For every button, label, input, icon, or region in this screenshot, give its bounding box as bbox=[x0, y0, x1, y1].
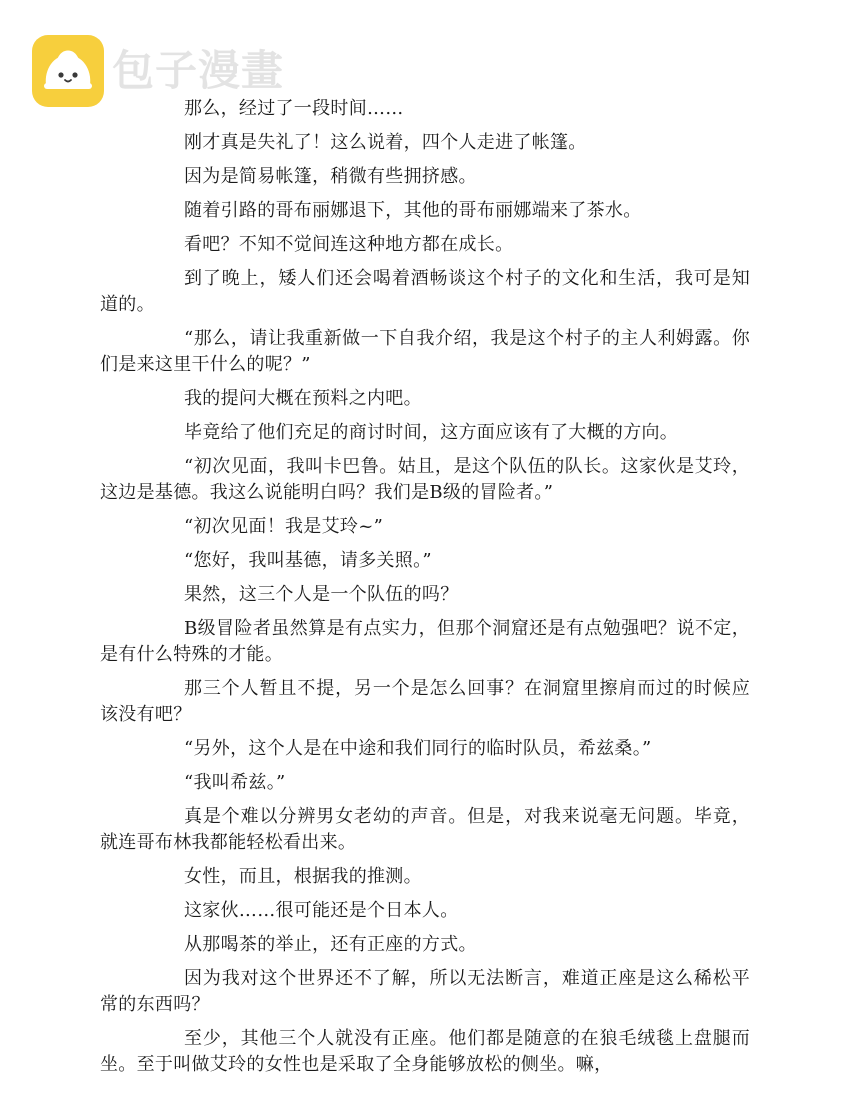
document-body bbox=[100, 96, 750, 1086]
paragraph: 至少，其他三个人就没有正座。他们都是随意的在狼毛绒毯上盘腿而坐。至于叫做艾玲的女性也是采取了全身能够放松的侧坐。嘛， bbox=[100, 1028, 750, 1075]
paragraph: 因为是简易帐篷，稍微有些拥挤感。 bbox=[184, 166, 477, 187]
paragraph: 到了晚上，矮人们还会喝着酒畅谈这个村子的文化和生活，我可是知道的。 bbox=[100, 268, 750, 315]
paragraph: “初次见面！我是艾玲~” bbox=[184, 516, 384, 537]
paragraph: “另外，这个人是在中途和我们同行的临时队员，希兹桑。” bbox=[184, 738, 652, 759]
paragraph: 女性，而且，根据我的推测。 bbox=[184, 866, 422, 887]
paragraph: 真是个难以分辨男女老幼的声音。但是，对我来说毫无问题。毕竟，就连哥布林我都能轻松看出来。 bbox=[100, 806, 750, 853]
paragraph: “那么，请让我重新做一下自我介绍，我是这个村子的主人利姆露。你们是来这里干什么的呢？” bbox=[100, 328, 750, 375]
paragraph: 随着引路的哥布丽娜退下，其他的哥布丽娜端来了茶水。 bbox=[184, 200, 642, 221]
paragraph: “您好，我叫基德，请多关照。” bbox=[184, 550, 432, 571]
paragraph: 毕竟给了他们充足的商讨时间，这方面应该有了大概的方向。 bbox=[184, 422, 679, 443]
paragraph: 从那喝茶的举止，还有正座的方式。 bbox=[184, 934, 477, 955]
bun-face-icon bbox=[32, 35, 104, 107]
paragraph: 看吧？不知不觉间连这种地方都在成长。 bbox=[184, 234, 514, 255]
paragraph: 那三个人暂且不提，另一个是怎么回事？在洞窟里擦肩而过的时候应该没有吧？ bbox=[100, 678, 750, 725]
paragraph: 刚才真是失礼了！这么说着，四个人走进了帐篷。 bbox=[184, 132, 587, 153]
paragraph: “初次见面，我叫卡巴鲁。姑且，是这个队伍的队长。这家伙是艾玲，这边是基德。我这么说能明白吗？我们是B级的冒险者。” bbox=[100, 456, 750, 503]
paragraph: 那么，经过了一段时间…… bbox=[184, 98, 404, 119]
paragraph: B级冒险者虽然算是有点实力，但那个洞窟还是有点勉强吧？说不定，是有什么特殊的才能。 bbox=[100, 618, 750, 665]
paragraph: “我叫希兹。” bbox=[184, 772, 286, 793]
paragraph: 这家伙……很可能还是个日本人。 bbox=[184, 900, 459, 921]
watermark-text: 包子漫畫 bbox=[112, 46, 285, 95]
paragraph: 我的提问大概在预料之内吧。 bbox=[184, 388, 422, 409]
paragraph: 果然，这三个人是一个队伍的吗？ bbox=[184, 584, 459, 605]
paragraph: 因为我对这个世界还不了解，所以无法断言，难道正座是这么稀松平常的东西吗？ bbox=[100, 968, 750, 1015]
